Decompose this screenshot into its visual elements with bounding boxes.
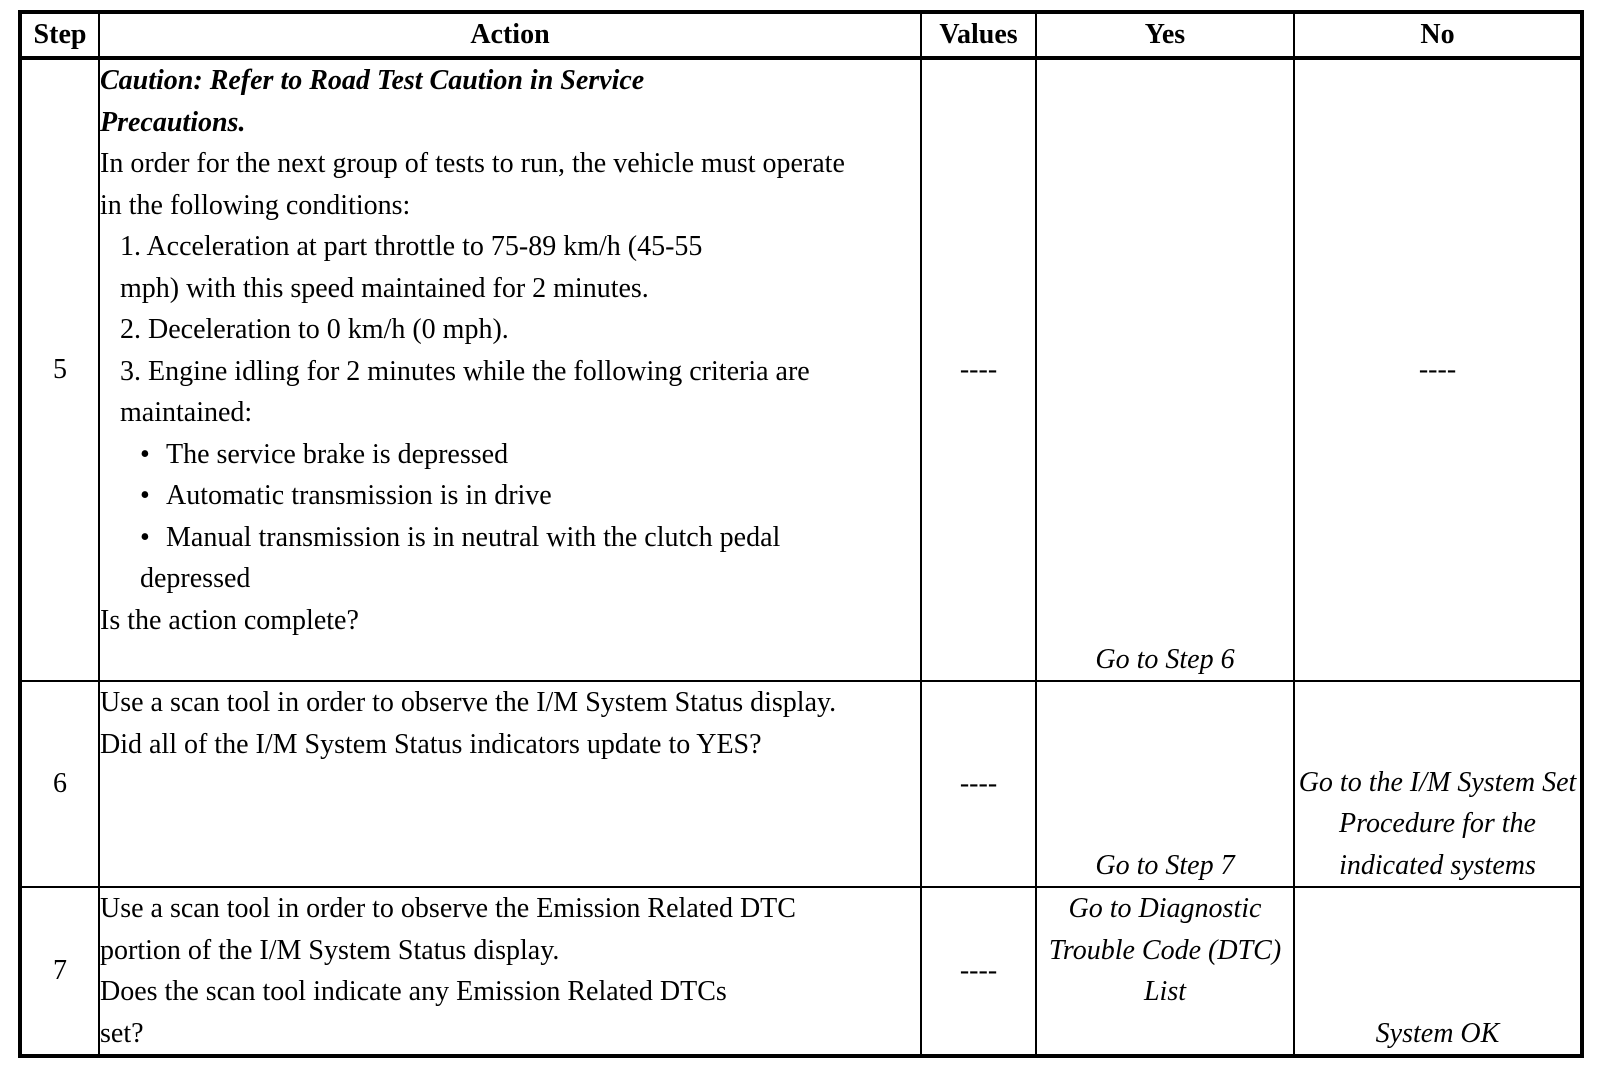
- caution-text: Caution: Refer to Road Test Caution in Service Precautions.: [100, 65, 645, 138]
- values-cell: ----: [921, 887, 1036, 1056]
- condition-item-3: 3. Engine idling for 2 minutes while the following criteria are maintained:: [120, 355, 810, 428]
- header-yes: Yes: [1036, 12, 1294, 58]
- criteria-bullet: • The service brake is depressed: [140, 438, 509, 470]
- no-cell: ----: [1294, 58, 1582, 681]
- header-step: Step: [20, 12, 99, 58]
- condition-item-1: 1. Acceleration at part throttle to 75-89 km/h (45-55 mph) with this speed maintained for 2 minutes.: [120, 231, 703, 304]
- header-no: No: [1294, 12, 1582, 58]
- action-intro: In order for the next group of tests to run, the vehicle must operate in the following conditions:: [100, 148, 845, 221]
- diagnostic-table: [18, 10, 1584, 1058]
- no-system-ok: System OK: [1294, 887, 1582, 1056]
- step-number: 6: [20, 681, 99, 887]
- action-question: Is the action complete?: [100, 604, 359, 636]
- step-number: 7: [20, 887, 99, 1056]
- action-cell: [99, 887, 921, 1056]
- criteria-bullet: • Manual transmission is in neutral with the clutch pedal depressed: [140, 521, 781, 594]
- action-text: Use a scan tool in order to observe the Emission Related DTC portion of the I/M System Status display.: [100, 893, 796, 966]
- values-cell: ----: [921, 681, 1036, 887]
- yes-link-dtc-list[interactable]: Go to Diagnostic Trouble Code (DTC) List: [1036, 887, 1294, 1056]
- action-text: Use a scan tool in order to observe the I/M System Status display.: [100, 687, 837, 718]
- step-number: 5: [20, 58, 99, 681]
- criteria-bullet: • Automatic transmission is in drive: [140, 480, 552, 511]
- header-values: Values: [921, 12, 1036, 58]
- no-link-im-system-set[interactable]: Go to the I/M System Set Procedure for the indicated systems: [1294, 681, 1582, 887]
- header-action: Action: [99, 12, 921, 58]
- action-question: Does the scan tool indicate any Emission Related DTCs set?: [100, 976, 727, 1049]
- table-row: [20, 681, 1582, 887]
- action-question: Did all of the I/M System Status indicators update to YES?: [100, 728, 762, 760]
- condition-item-2: 2. Deceleration to 0 km/h (0 mph).: [120, 314, 509, 345]
- table-row: [20, 887, 1582, 1056]
- action-cell: [99, 681, 921, 887]
- action-cell: [99, 58, 921, 681]
- table-row: [20, 58, 1582, 681]
- yes-link-step-6[interactable]: Go to Step 6: [1036, 58, 1294, 681]
- yes-link-step-7[interactable]: Go to Step 7: [1036, 681, 1294, 887]
- values-cell: ----: [921, 58, 1036, 681]
- header-row: [20, 12, 1582, 58]
